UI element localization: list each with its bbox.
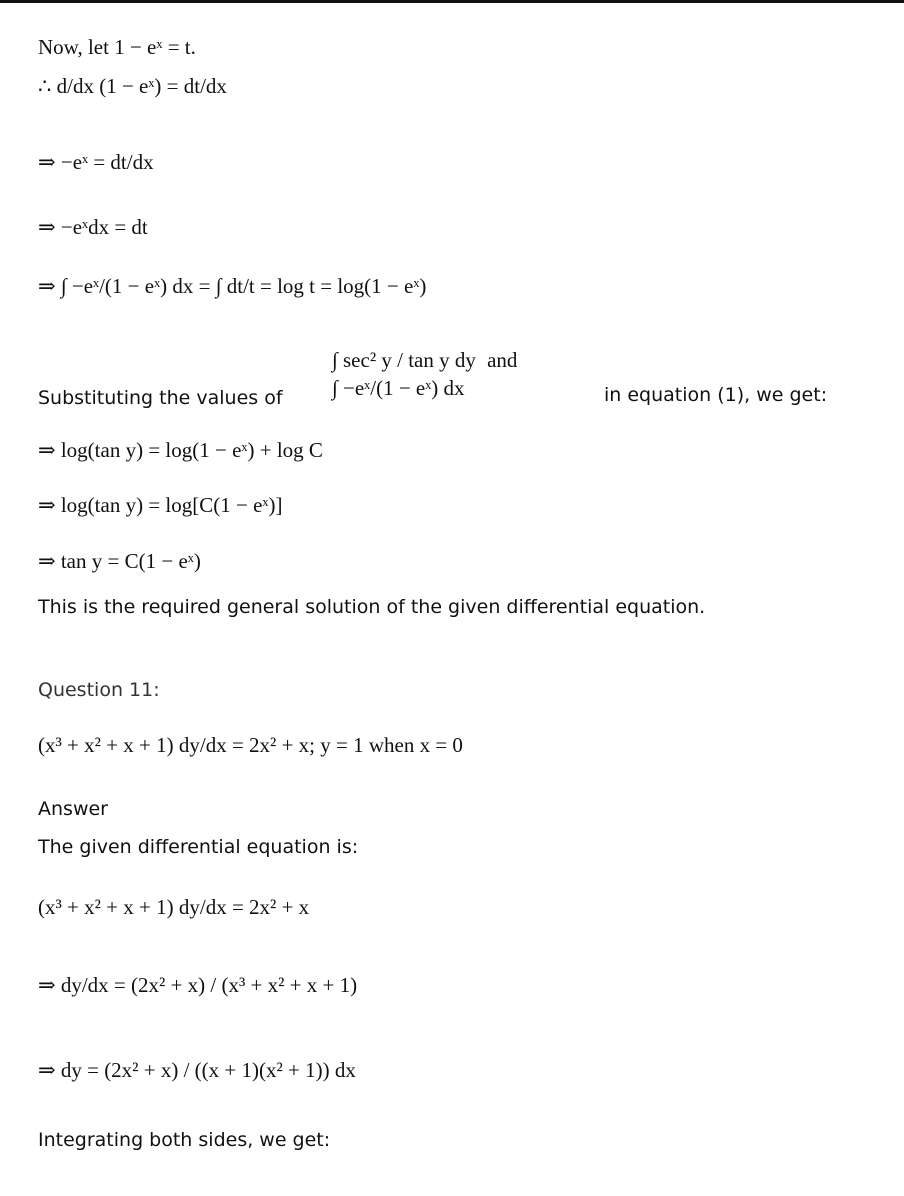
log-step-1: ⇒ log(tan y) = log(1 − eˣ) + log C <box>38 438 323 462</box>
integrating-text: Integrating both sides, we get: <box>38 1129 331 1151</box>
top-border <box>0 0 904 3</box>
sub-formula-1: ∫ sec² y / tan y dy and <box>332 348 518 372</box>
question-label: Question 11: <box>38 679 160 701</box>
step-1: ⇒ dy/dx = (2x² + x) / (x³ + x² + x + 1) <box>38 973 358 997</box>
sub-formula-2: ∫ −eˣ/(1 − eˣ) dx <box>332 376 465 400</box>
integral-step: ⇒ ∫ −eˣ/(1 − eˣ) dx = ∫ dt/t = log t = log(1 − eˣ) <box>38 274 427 298</box>
given-label: The given differential equation is: <box>38 836 359 858</box>
let-substitution: Now, let 1 − eˣ = t. <box>38 35 196 59</box>
derivative-step: ∴ d/dx (1 − eˣ) = dt/dx <box>38 74 227 98</box>
log-step-2: ⇒ log(tan y) = log[C(1 − eˣ)] <box>38 493 283 517</box>
given-equation: (x³ + x² + x + 1) dy/dx = 2x² + x <box>38 895 310 919</box>
general-solution-text: This is the required general solution of the given differential equation. <box>38 596 706 618</box>
answer-label: Answer <box>38 798 108 820</box>
implies-step-1: ⇒ −eˣ = dt/dx <box>38 150 154 174</box>
question-equation: (x³ + x² + x + 1) dy/dx = 2x² + x; y = 1 when x = 0 <box>38 733 463 757</box>
step-2: ⇒ dy = (2x² + x) / ((x + 1)(x² + 1)) dx <box>38 1058 356 1082</box>
substituting-suffix: in equation (1), we get: <box>604 384 828 406</box>
tan-result: ⇒ tan y = C(1 − eˣ) <box>38 549 201 573</box>
substituting-text: Substituting the values of <box>38 387 283 409</box>
implies-step-2: ⇒ −eˣdx = dt <box>38 215 148 239</box>
